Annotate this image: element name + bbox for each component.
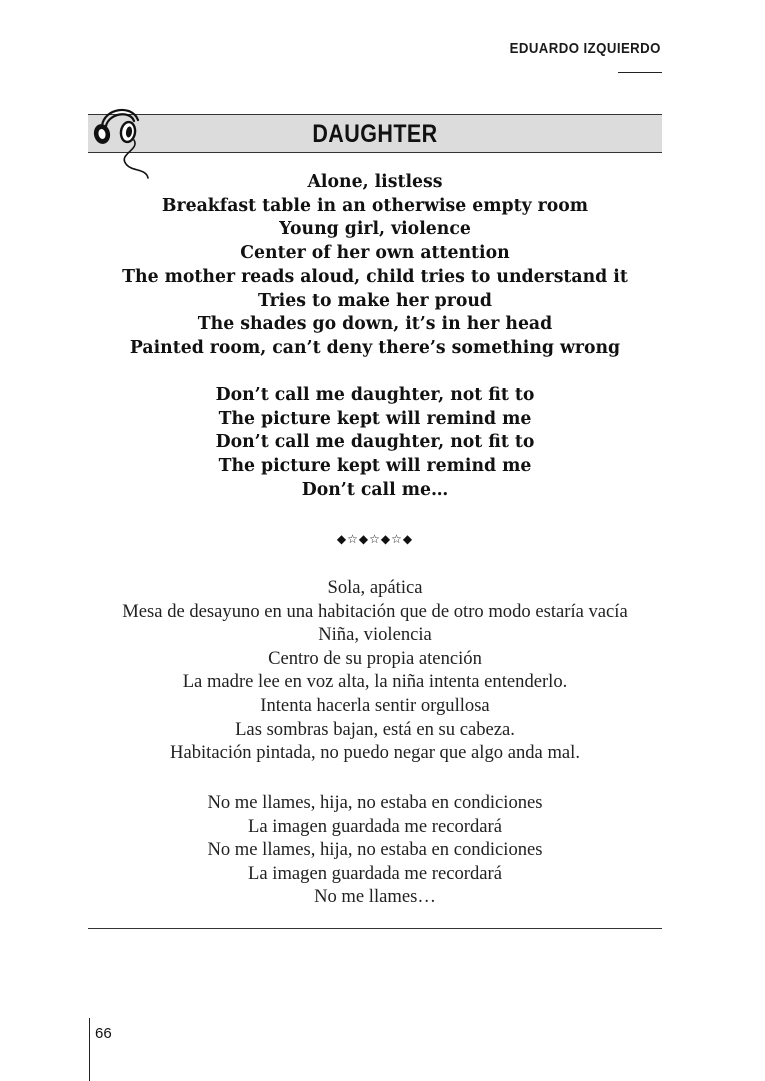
poem-line: Center of her own attention [240, 243, 510, 264]
spanish-chorus [0, 791, 750, 909]
poem-line: Painted room, can’t deny there’s something wrong [129, 337, 621, 358]
poem-line: The shades go down, it’s in her head [197, 314, 553, 335]
poem-line: Don’t call me… [301, 479, 449, 500]
poem-line: Centro de su propia atención [268, 647, 482, 669]
poem-line: Don’t call me daughter, not fit to [215, 385, 535, 405]
poem-line: The picture kept will remind me [218, 408, 532, 429]
poem-line: No me llames, hija, no estaba en condiciones [207, 792, 543, 813]
spanish-verse-1 [0, 576, 750, 765]
poem-line: Sola, apática [327, 577, 423, 598]
poem-line: La imagen guardada me recordará [248, 862, 502, 884]
poem-title: DAUGHTER [312, 120, 438, 148]
poem-line: Mesa de desayuno en una habitación que de otro modo estaría vacía [122, 600, 628, 622]
poem-line: Habitación pintada, no puedo negar que algo anda mal. [170, 742, 580, 764]
headphones-icon [88, 102, 158, 182]
page-number: 66 [95, 1025, 112, 1042]
poem-line: Niña, violencia [318, 624, 432, 646]
poem-line: Las sombras bajan, está en su cabeza. [235, 718, 515, 740]
poem-line: No me llames… [314, 886, 436, 908]
poem-line: Breakfast table in an otherwise empty room [161, 195, 589, 216]
running-head-rule [618, 72, 662, 73]
poem-line: No me llames, hija, no estaba en condiciones [207, 839, 543, 861]
poem-line: The mother reads aloud, child tries to understand it [122, 266, 628, 287]
poem-line: The picture kept will remind me [218, 456, 532, 477]
english-verse-1 [0, 171, 750, 361]
poem-line: Intenta hacerla sentir orgullosa [260, 694, 490, 716]
poem-line: La imagen guardada me recordará [248, 815, 502, 837]
folio-rule [89, 1018, 90, 1081]
english-chorus [0, 384, 750, 503]
running-head-author: EDUARDO IZQUIERDO [509, 40, 661, 57]
bottom-rule [88, 928, 662, 929]
poem-line: Young girl, violence [279, 219, 471, 240]
title-band [88, 114, 662, 153]
poem-line: La madre lee en voz alta, la niña intenta entenderlo. [182, 671, 568, 693]
poem-line: Tries to make her proud [257, 290, 493, 311]
poem-line: Don’t call me daughter, not fit to [215, 432, 535, 453]
stanza-ornament: ◆☆◆☆◆☆◆ [336, 532, 414, 546]
poem-line: Alone, listless [307, 172, 443, 192]
